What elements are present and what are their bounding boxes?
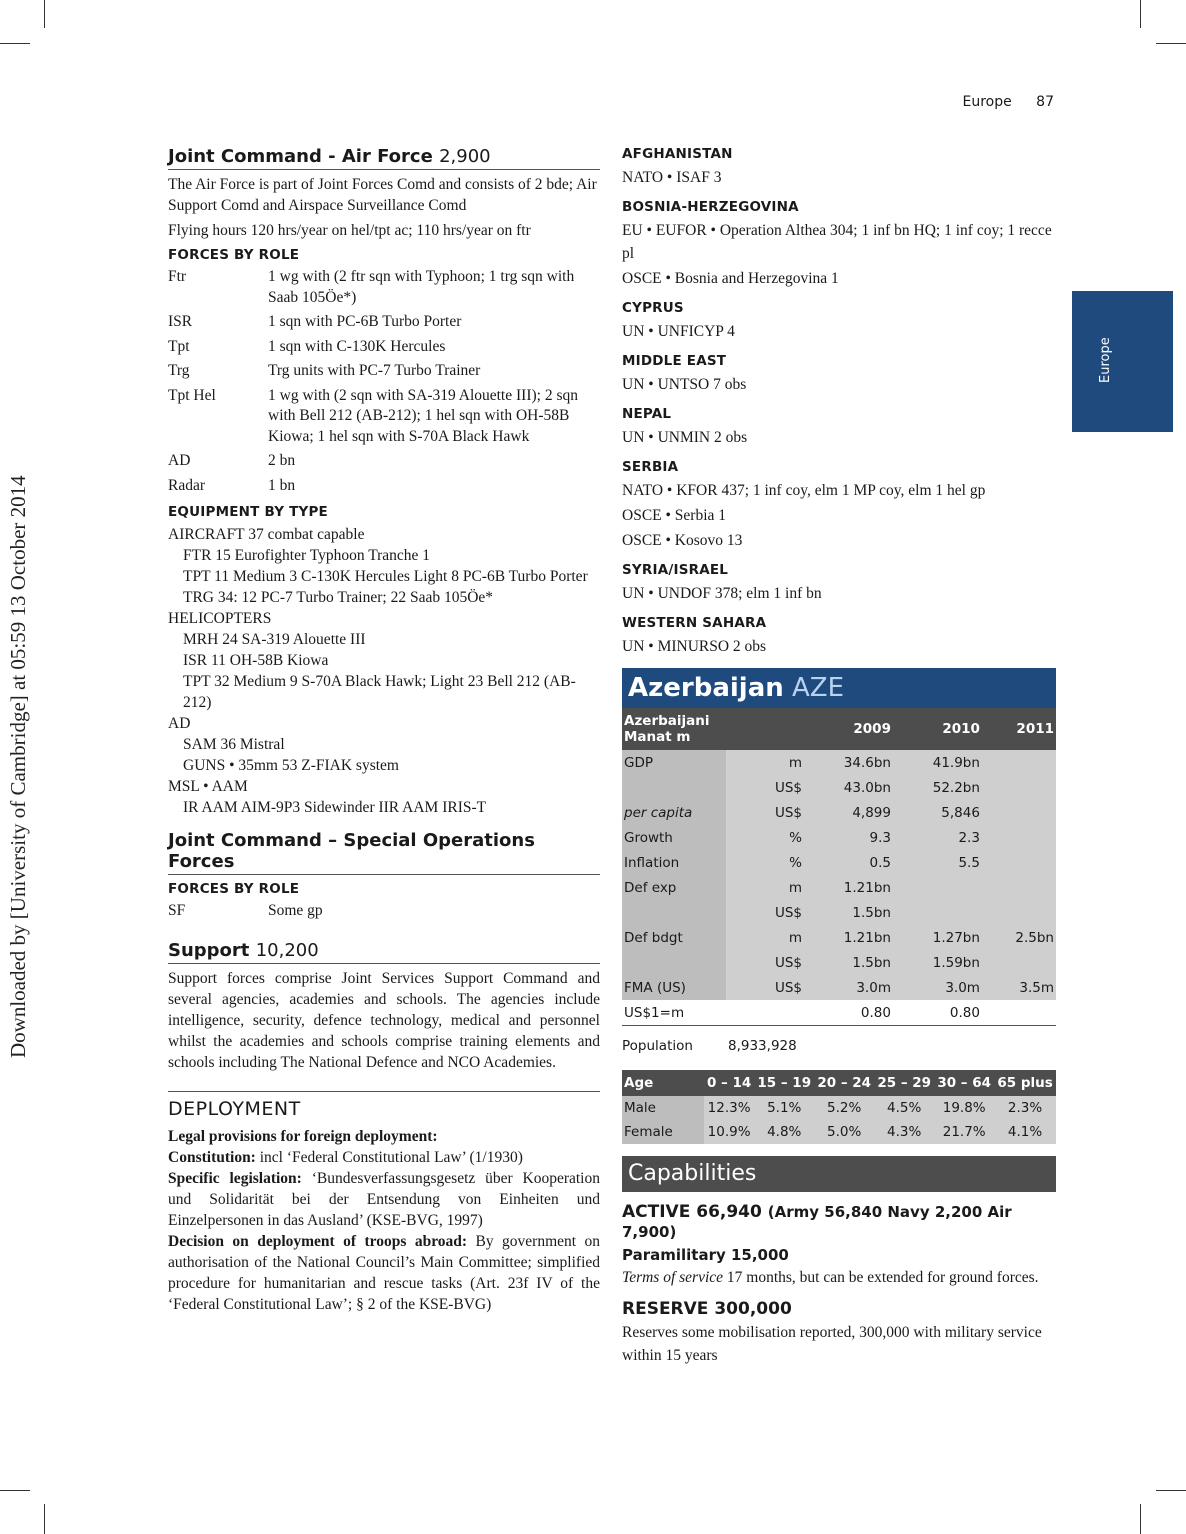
- equipment-heading: EQUIPMENT BY TYPE: [168, 504, 328, 520]
- equipment-line: ISR 11 OH-58B Kiowa: [183, 652, 329, 669]
- age-cell: 10.9%: [704, 1120, 754, 1144]
- age-header-cell: 20 – 24: [814, 1070, 874, 1096]
- decision-text: By government on authorisation of the National Council’s Main Committee; simplified procedure for humanitarian and rescue tasks (Art. 23f IV of the ‘Federal Constitutional Law’; § 2 of the KSE-BVG): [168, 1232, 600, 1313]
- crop-mark: [44, 0, 45, 28]
- age-cell: 4.8%: [754, 1120, 814, 1144]
- age-cell: 5.2%: [814, 1096, 874, 1120]
- econ-cell: [982, 1000, 1056, 1026]
- air-force-title: Joint Command - Air Force: [168, 146, 433, 167]
- econ-header-cell: Azerbaijani Manat m: [622, 708, 726, 750]
- age-cell: 4.1%: [994, 1120, 1056, 1144]
- econ-cell: Growth: [622, 825, 726, 850]
- econ-cell: 0.80: [804, 1000, 893, 1026]
- econ-row: [622, 800, 1056, 825]
- role-value: Trg units with PC-7 Turbo Trainer: [268, 362, 481, 379]
- terms-label: Terms of service: [622, 1269, 724, 1286]
- role-row: [168, 267, 600, 308]
- age-cell: 19.8%: [934, 1096, 994, 1120]
- role-value: 1 sqn with C-130K Hercules: [268, 337, 446, 355]
- deployment-decision: [168, 1231, 600, 1315]
- econ-cell: m: [726, 875, 804, 900]
- econ-cell: US$: [726, 950, 804, 975]
- equipment-line: GUNS • 35mm 53 Z-FIAK system: [183, 757, 399, 774]
- deployment-country: MIDDLE EAST: [622, 353, 727, 369]
- deployment-country: CYPRUS: [622, 300, 684, 316]
- econ-cell: 1.5bn: [804, 900, 893, 925]
- deployment-mission: OSCE • Serbia 1: [622, 507, 727, 524]
- deployment-block: [622, 199, 1056, 290]
- deployment-list: [622, 146, 1056, 658]
- age-table-header: [622, 1070, 1056, 1096]
- econ-cell: 34.6bn: [804, 750, 893, 775]
- econ-cell: 3.5m: [982, 975, 1056, 1000]
- equipment-line: TPT 11 Medium 3 C-130K Hercules Light 8 PC-6B Turbo Porter: [183, 568, 588, 585]
- role-key: AD: [168, 452, 191, 469]
- air-force-strength: 2,900: [439, 146, 491, 167]
- role-value: 2 bn: [268, 452, 296, 469]
- econ-cell: m: [726, 750, 804, 775]
- equipment-line: MSL • AAM: [168, 778, 248, 795]
- country-code: AZE: [792, 673, 845, 703]
- age-header-cell: 30 – 64: [934, 1070, 994, 1096]
- deployment-country: WESTERN SAHARA: [622, 615, 767, 631]
- econ-row: [622, 950, 1056, 975]
- equipment-line: AIRCRAFT 37 combat capable: [168, 526, 365, 543]
- equipment-line: TPT 32 Medium 9 S-70A Black Hawk; Light 23 Bell 212 (AB-212): [183, 673, 576, 711]
- deployment-heading: DEPLOYMENT: [168, 1091, 600, 1120]
- reserve-description: Reserves some mobilisation reported, 300,000 with military service within 15 years: [622, 1324, 1042, 1364]
- country-banner: [622, 668, 1056, 708]
- role-row: [168, 476, 600, 497]
- econ-header-cell: 2010: [893, 708, 982, 750]
- econ-cell: 43.0bn: [804, 775, 893, 800]
- deployment-country: NEPAL: [622, 406, 672, 422]
- econ-cell: [982, 750, 1056, 775]
- econ-row: [622, 750, 1056, 775]
- role-value: 1 wg with (2 sqn with SA-319 Alouette III); 2 sqn with Bell 212 (AB-212); 1 hel sqn with OH-58B Kiowa; 1 hel sqn with S-70A Black Hawk: [268, 386, 578, 445]
- age-cell: Male: [622, 1096, 704, 1120]
- econ-header-cell: 2009: [804, 708, 893, 750]
- equipment-line: IR AAM AIM-9P3 Sidewinder IIR AAM IRIS-T: [183, 799, 487, 816]
- age-row: [622, 1120, 1056, 1144]
- econ-cell: US$: [726, 975, 804, 1000]
- role-row: [168, 312, 600, 333]
- active-strength: [622, 1202, 1056, 1242]
- constitution-text: incl ‘Federal Constitutional Law’ (1/1930): [255, 1148, 523, 1166]
- age-header-cell: 15 – 19: [754, 1070, 814, 1096]
- age-cell: 12.3%: [704, 1096, 754, 1120]
- econ-cell: 9.3: [804, 825, 893, 850]
- role-key: Tpt: [168, 337, 190, 355]
- constitution: [168, 1147, 600, 1168]
- econ-cell: %: [726, 850, 804, 875]
- legal-label: Legal provisions for foreign deployment:: [168, 1127, 438, 1145]
- econ-cell: US$: [726, 900, 804, 925]
- econ-row: [622, 850, 1056, 875]
- econ-row: [622, 900, 1056, 925]
- econ-cell: [893, 875, 982, 900]
- deployment-mission: NATO • KFOR 437; 1 inf coy, elm 1 MP coy, elm 1 hel gp: [622, 482, 986, 499]
- age-cell: 5.0%: [814, 1120, 874, 1144]
- econ-cell: [622, 950, 726, 975]
- econ-cell: 5.5: [893, 850, 982, 875]
- air-force-heading: [168, 146, 600, 170]
- age-header-cell: Age: [622, 1070, 704, 1096]
- age-row: [622, 1096, 1056, 1120]
- econ-cell: [982, 775, 1056, 800]
- deployment-mission: UN • UNFICYP 4: [622, 323, 735, 340]
- age-cell: 4.3%: [874, 1120, 934, 1144]
- deployment-mission: NATO • ISAF 3: [622, 169, 722, 186]
- econ-cell: [982, 875, 1056, 900]
- econ-cell: 4,899: [804, 800, 893, 825]
- age-table: [622, 1070, 1056, 1144]
- deployment-mission: UN • UNMIN 2 obs: [622, 429, 748, 446]
- country-name: Azerbaijan: [628, 673, 784, 703]
- econ-row: [622, 775, 1056, 800]
- econ-cell: 1.27bn: [893, 925, 982, 950]
- section-name: Europe: [962, 94, 1012, 110]
- econ-cell: 1.5bn: [804, 950, 893, 975]
- econ-cell: 2.5bn: [982, 925, 1056, 950]
- econ-cell: 41.9bn: [893, 750, 982, 775]
- age-table-body: [622, 1096, 1056, 1144]
- deployment-mission: EU • EUFOR • Operation Althea 304; 1 inf bn HQ; 1 inf coy; 1 recce pl: [622, 222, 1052, 262]
- deployment-mission: UN • MINURSO 2 obs: [622, 638, 767, 655]
- role-value: 1 wg with (2 ftr sqn with Typhoon; 1 trg sqn with Saab 105Öe*): [268, 268, 575, 306]
- econ-cell: [893, 900, 982, 925]
- equipment-line: HELICOPTERS: [168, 610, 272, 627]
- left-column: [168, 146, 600, 1315]
- econ-cell: FMA (US): [622, 975, 726, 1000]
- sof-title: Joint Command – Special Operations Forces: [168, 830, 535, 872]
- crop-mark: [1156, 43, 1186, 44]
- econ-cell: 0.80: [893, 1000, 982, 1026]
- population-value: 8,933,928: [728, 1038, 797, 1054]
- role-key: ISR: [168, 313, 193, 330]
- econ-cell: [622, 775, 726, 800]
- crop-mark: [44, 1504, 45, 1534]
- sof-forces-heading: FORCES BY ROLE: [168, 881, 300, 897]
- role-row: [168, 386, 600, 448]
- role-key: SF: [168, 902, 186, 919]
- support-strength: 10,200: [255, 939, 319, 961]
- econ-cell: [726, 1000, 804, 1026]
- age-header-cell: 25 – 29: [874, 1070, 934, 1096]
- age-cell: 5.1%: [754, 1096, 814, 1120]
- age-header-cell: 0 – 14: [704, 1070, 754, 1096]
- econ-cell: [982, 850, 1056, 875]
- capabilities-banner: Capabilities: [622, 1156, 1056, 1192]
- age-cell: 4.5%: [874, 1096, 934, 1120]
- econ-cell: [982, 950, 1056, 975]
- crop-mark: [1156, 1490, 1186, 1491]
- role-row: [168, 337, 600, 358]
- econ-cell: [622, 900, 726, 925]
- legislation-label: Specific legislation:: [168, 1169, 302, 1187]
- deployment-block: [622, 146, 1056, 189]
- deployment-country: AFGHANISTAN: [622, 146, 733, 162]
- role-row: [168, 451, 600, 472]
- econ-cell: [982, 900, 1056, 925]
- econ-cell: 1.21bn: [804, 875, 893, 900]
- forces-by-role-list: [168, 267, 600, 496]
- deployment-mission: OSCE • Kosovo 13: [622, 532, 743, 549]
- econ-cell: Def bdgt: [622, 925, 726, 950]
- equipment-line: AD: [168, 715, 191, 732]
- terms-of-service: [622, 1266, 1056, 1289]
- econ-cell: 2.3: [893, 825, 982, 850]
- deployment-country: SYRIA/ISRAEL: [622, 562, 729, 578]
- role-key: Tpt Hel: [168, 386, 216, 404]
- econ-cell: 0.5: [804, 850, 893, 875]
- role-value: Some gp: [268, 902, 323, 919]
- deployment-mission: OSCE • Bosnia and Herzegovina 1: [622, 270, 839, 287]
- deployment-block: [622, 300, 1056, 343]
- deployment-country: BOSNIA-HERZEGOVINA: [622, 199, 799, 215]
- active-total: ACTIVE 66,940: [622, 1202, 762, 1222]
- equipment-line: TRG 34: 12 PC-7 Turbo Trainer; 22 Saab 105Öe*: [183, 589, 494, 606]
- section-side-tab: [1072, 291, 1173, 432]
- deployment-block: [622, 353, 1056, 396]
- deployment-block: [622, 459, 1056, 552]
- page-header: [942, 94, 1054, 110]
- side-tab-label: Europe: [1098, 337, 1113, 383]
- deployment-block: [622, 562, 1056, 605]
- right-column: [622, 146, 1056, 1367]
- econ-cell: 3.0m: [804, 975, 893, 1000]
- role-value: 1 sqn with PC-6B Turbo Porter: [268, 313, 462, 330]
- support-description: Support forces comprise Joint Services Support Command and several agencies, academies and schools. The agencies include intelligence, security, defence technology, medical and personnel whilst the academies and schools comprise training elements and schools including The National Defence and NCO Academies.: [168, 969, 600, 1071]
- role-key: Trg: [168, 362, 190, 379]
- econ-cell: Def exp: [622, 875, 726, 900]
- population-row: [622, 1038, 1056, 1054]
- legal-provisions: [168, 1126, 600, 1147]
- paramilitary-strength: Paramilitary 15,000: [622, 1246, 789, 1264]
- deployment-block: [622, 406, 1056, 449]
- equipment-line: FTR 15 Eurofighter Typhoon Tranche 1: [183, 547, 431, 564]
- active-breakdown: (Army 56,840 Navy 2,200 Air 7,900): [622, 1203, 1012, 1241]
- economic-table-header: [622, 708, 1056, 750]
- econ-cell: 3.0m: [893, 975, 982, 1000]
- econ-cell: %: [726, 825, 804, 850]
- role-row: [168, 361, 600, 382]
- specific-legislation: [168, 1168, 600, 1231]
- age-cell: 21.7%: [934, 1120, 994, 1144]
- forces-by-role-heading: FORCES BY ROLE: [168, 247, 300, 263]
- age-cell: 2.3%: [994, 1096, 1056, 1120]
- economic-table-body: [622, 750, 1056, 1026]
- econ-row: [622, 1000, 1056, 1026]
- crop-mark: [0, 1490, 30, 1491]
- download-watermark: Downloaded by [University of Cambridge] at 05:59 13 October 2014: [6, 475, 30, 1058]
- page-number: 87: [1036, 94, 1054, 110]
- decision-label: Decision on deployment of troops abroad:: [168, 1232, 468, 1250]
- econ-cell: GDP: [622, 750, 726, 775]
- econ-cell: per capita: [622, 800, 726, 825]
- age-header-cell: 65 plus: [994, 1070, 1056, 1096]
- deployment-country: SERBIA: [622, 459, 679, 475]
- econ-cell: US$: [726, 800, 804, 825]
- econ-cell: m: [726, 925, 804, 950]
- equipment-list: [168, 524, 600, 818]
- air-force-description: The Air Force is part of Joint Forces Comd and consists of 2 bde; Air Support Comd and Airspace Surveillance Comd: [168, 176, 597, 214]
- econ-row: [622, 975, 1056, 1000]
- crop-mark: [1140, 1504, 1141, 1534]
- population-label: Population: [622, 1038, 693, 1054]
- econ-cell: 1.21bn: [804, 925, 893, 950]
- equipment-line: MRH 24 SA-319 Alouette III: [183, 631, 366, 648]
- deployment-mission: UN • UNTSO 7 obs: [622, 376, 747, 393]
- role-key: Ftr: [168, 268, 187, 285]
- flying-hours: Flying hours 120 hrs/year on hel/tpt ac; 110 hrs/year on ftr: [168, 222, 531, 239]
- econ-cell: 52.2bn: [893, 775, 982, 800]
- support-title: Support: [168, 939, 250, 961]
- age-cell: Female: [622, 1120, 704, 1144]
- econ-header-cell: [726, 708, 804, 750]
- role-value: 1 bn: [268, 476, 296, 494]
- constitution-label: Constitution:: [168, 1148, 256, 1166]
- econ-cell: [982, 800, 1056, 825]
- crop-mark: [0, 43, 30, 44]
- econ-row: [622, 875, 1056, 900]
- terms-text: 17 months, but can be extended for ground forces.: [723, 1269, 1039, 1286]
- econ-row: [622, 925, 1056, 950]
- econ-header-cell: 2011: [982, 708, 1056, 750]
- econ-cell: US$1=m: [622, 1000, 726, 1026]
- sof-heading: [168, 830, 600, 875]
- support-heading: [168, 940, 600, 964]
- econ-cell: US$: [726, 775, 804, 800]
- econ-cell: 1.59bn: [893, 950, 982, 975]
- crop-mark: [1140, 0, 1141, 28]
- econ-cell: 5,846: [893, 800, 982, 825]
- econ-row: [622, 825, 1056, 850]
- deployment-mission: UN • UNDOF 378; elm 1 inf bn: [622, 585, 822, 602]
- legislation-text: ‘Bundesverfassungsgesetz über Kooperation und Solidarität bei der Entsendung von Einheiten und Einzelpersonen in das Ausland’ (KSE-BVG, 1997): [168, 1169, 600, 1229]
- equipment-line: SAM 36 Mistral: [183, 736, 285, 753]
- economic-table: [622, 708, 1056, 1026]
- sof-role-row: [168, 901, 600, 922]
- econ-cell: Inflation: [622, 850, 726, 875]
- reserve-strength: RESERVE 300,000: [622, 1299, 792, 1319]
- deployment-block: [622, 615, 1056, 658]
- role-key: Radar: [168, 476, 206, 494]
- econ-cell: [982, 825, 1056, 850]
